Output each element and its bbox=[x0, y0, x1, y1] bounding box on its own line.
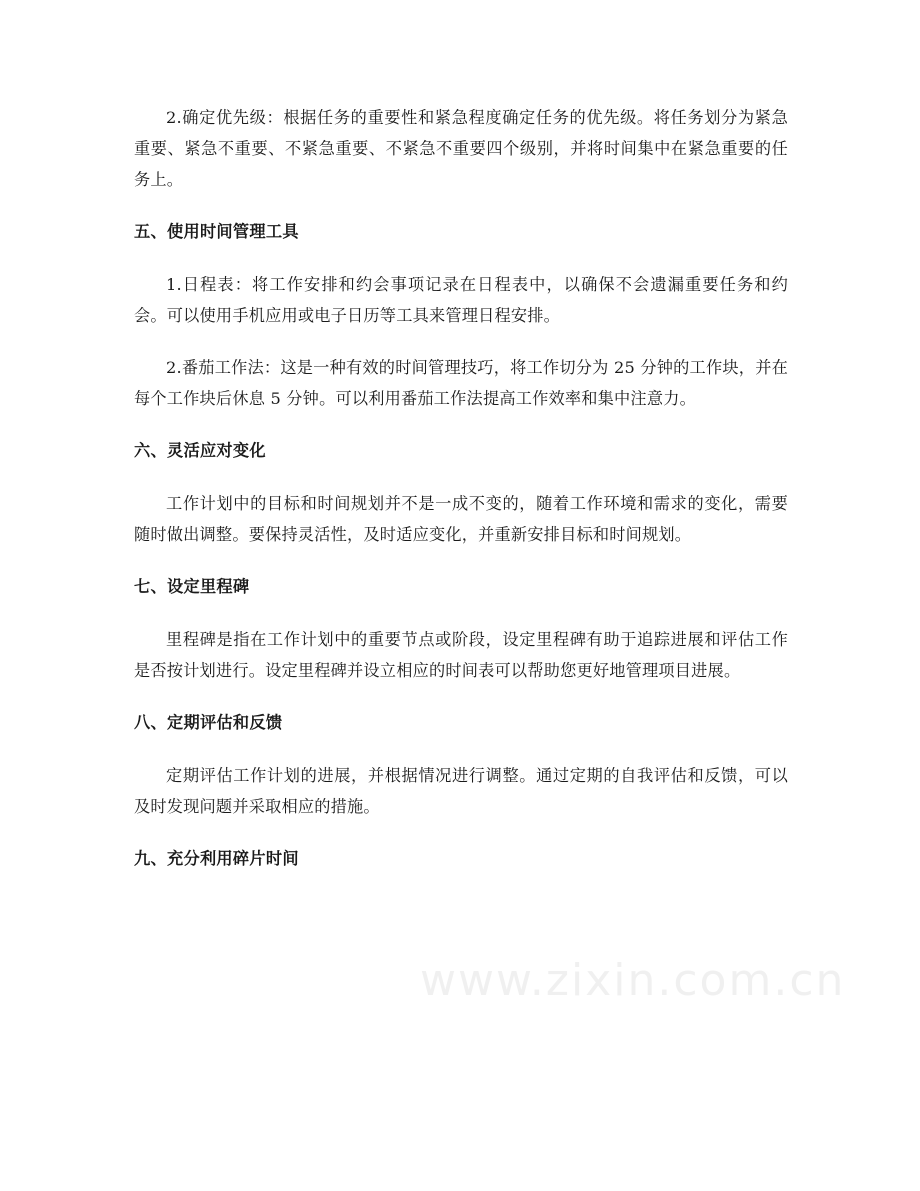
watermark: www.zixin.com.cn bbox=[420, 955, 846, 1006]
paragraph-priority: 2.确定优先级：根据任务的重要性和紧急程度确定任务的优先级。将任务划分为紧急重要、紧急不重要、不紧急重要、不紧急不重要四个级别，并将时间集中在紧急重要的任务上。 bbox=[134, 108, 788, 189]
paragraph-evaluation: 定期评估工作计划的进展，并根据情况进行调整。通过定期的自我评估和反馈，可以及时发现问题并采取相应的措施。 bbox=[134, 766, 788, 816]
paragraph-milestone: 里程碑是指在工作计划中的重要节点或阶段，设定里程碑有助于追踪进展和评估工作是否按计划进行。设定里程碑并设立相应的时间表可以帮助您更好地管理项目进展。 bbox=[134, 630, 788, 680]
section-heading-9: 九、充分利用碎片时间 bbox=[134, 849, 299, 868]
section-heading-5: 五、使用时间管理工具 bbox=[134, 222, 299, 241]
section-heading-6: 六、灵活应对变化 bbox=[134, 441, 266, 460]
section-heading-7: 七、设定里程碑 bbox=[134, 577, 250, 596]
paragraph-flexibility: 工作计划中的目标和时间规划并不是一成不变的，随着工作环境和需求的变化，需要随时做出调整。要保持灵活性，及时适应变化，并重新安排目标和时间规划。 bbox=[134, 494, 788, 544]
section-heading-8: 八、定期评估和反馈 bbox=[134, 713, 283, 732]
document-body bbox=[134, 102, 788, 896]
paragraph-schedule: 1.日程表：将工作安排和约会事项记录在日程表中，以确保不会遗漏重要任务和约会。可以使用手机应用或电子日历等工具来管理日程安排。 bbox=[134, 275, 788, 325]
paragraph-pomodoro: 2.番茄工作法：这是一种有效的时间管理技巧，将工作切分为 25 分钟的工作块，并在每个工作块后休息 5 分钟。可以利用番茄工作法提高工作效率和集中注意力。 bbox=[134, 358, 788, 408]
